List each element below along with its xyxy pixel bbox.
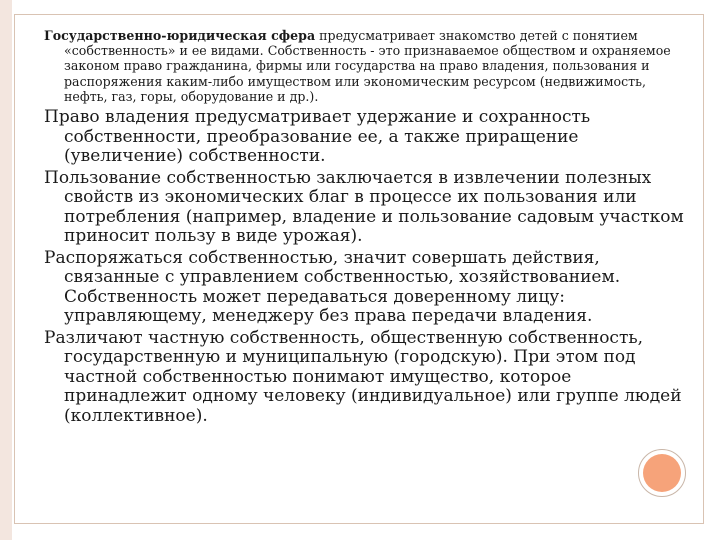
paragraph-legal-sphere — [44, 28, 684, 104]
paragraph-disposal-right: Распоряжаться собственностью, значит совершать действия, связанные с управлением собственностью, хозяйствованием. Собственность может передаваться доверенному лицу: управляющему, менеджеру без права передачи владения. — [44, 247, 621, 327]
left-decorative-strip — [0, 0, 12, 540]
paragraph-ownership-right: Право владения предусматривает удержание и сохранность собственности, преобразование ее, а также приращение (увеличение) собственности. — [44, 107, 591, 167]
slide-content — [44, 28, 684, 428]
paragraph-legal-sphere-heading: Государственно-юридическая сфера — [44, 28, 316, 43]
decorative-circle-icon — [643, 454, 681, 492]
paragraph-property-types: Различают частную собственность, общественную собственность, государственную и муниципальную (городскую). При этом под частной собственностью понимают имущество, которое принадлежит одному человеку (индивидуальное) или группе людей (коллективное). — [44, 327, 682, 426]
paragraph-legal-sphere-text: предусматривает знакомство детей с понятием «собственность» и ее видами. Собственность - это признаваемое обществом и охраняемое законом право гражданина, фирмы или государства на право владения, пользования и распоряжения каким-либо имуществом или экономическим ресурсом (недвижимость, нефть, газ, горы, оборудование и др.). — [64, 28, 671, 104]
paragraph-use-right: Пользование собственностью заключается в извлечении полезных свойств из экономических благ в процессе их пользования или потребления (например, владение и пользование садовым участком приносит пользу в виде урожая). — [44, 167, 684, 247]
